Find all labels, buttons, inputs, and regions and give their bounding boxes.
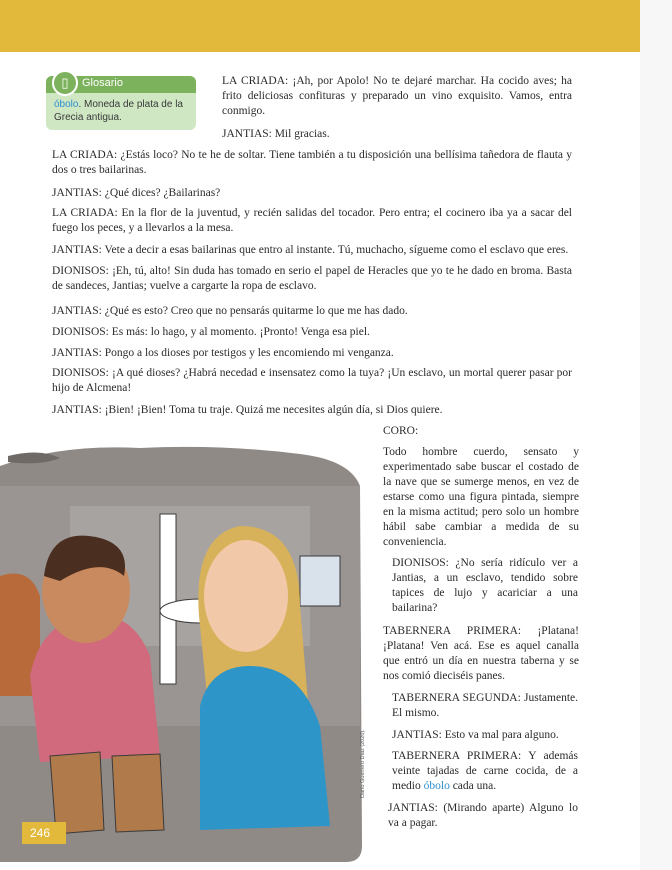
dialogue-line-13: DIONISOS: ¿No sería ridículo ver a Jantias, a un esclavo, tendido sobre tapices de lujo y acariciar a una bailarina? xyxy=(392,557,578,614)
dialogue-line-12: JANTIAS: ¡Bien! ¡Bien! Toma tu traje. Quizá me necesites algún día, si Dios quiere. xyxy=(52,404,443,416)
dialogue-line-17-text: TABERNERA PRIMERA: Y además veinte tajadas de carne cocida, de a medio xyxy=(392,750,578,792)
dialogue-line-18: JANTIAS: (Mirando aparte) Alguno lo va a pagar. xyxy=(388,802,578,829)
dialogue-line-9: DIONISOS: Es más: lo hago, y al momento. ¡Pronto! Venga esa piel. xyxy=(52,326,370,338)
glossary-definition xyxy=(54,98,192,124)
dialogue-line-17-end: cada una. xyxy=(452,780,497,792)
tavern-illustration xyxy=(0,426,372,866)
page-number: 246 xyxy=(22,822,66,844)
dialogue-line-3: LA CRIADA: ¿Estás loco? No te he de soltar. Tiene también a tu disposición una bellísima tañedora de flauta y dos o tres bailarinas. xyxy=(52,149,572,176)
book-icon: ▯ xyxy=(52,70,78,96)
dialogue-line-1: LA CRIADA: ¡Ah, por Apolo! No te dejaré marchar. Ha cocido aves; ha frito deliciosas confituras y preparado un vino exquisito. Vamos, entra conmigo. xyxy=(222,75,572,117)
dialogue-line-7: DIONISOS: ¡Eh, tú, alto! Sin duda has tomado en serio el papel de Heracles que yo te he dado en broma. Basta de sandeces, Jantias; vuelve a cargarte la ropa de esclavo. xyxy=(52,265,572,292)
dialogue-line-11: DIONISOS: ¡A qué dioses? ¿Habrá necedad e insensatez como la tuya? ¡Un esclavo, un mortal querer pasar por hijo de Alcmena! xyxy=(52,367,572,394)
dialogue-line-8: JANTIAS: ¿Qué es esto? Creo que no pensarás quitarme lo que me has dado. xyxy=(52,305,408,317)
glossary-definition-text: . Moneda de plata de la Grecia antigua. xyxy=(54,99,183,123)
top-color-band xyxy=(0,0,640,52)
chorus-heading: CORO: xyxy=(383,425,419,437)
illustration-credit: Darío Guerrero Díaz (2020). xyxy=(360,729,366,798)
dialogue-line-5: LA CRIADA: En la flor de la juventud, y recién salidas del tocador. Pero entra; el cocinero iba ya a sacar del fuego los peces, y a llevarlos a la mesa. xyxy=(52,207,572,234)
glossary-title: Glosario xyxy=(82,77,123,89)
dialogue-line-10: JANTIAS: Pongo a los dioses por testigos y les encomiendo mi venganza. xyxy=(52,347,394,359)
right-margin-strip xyxy=(640,0,672,870)
obolo-term: óbolo xyxy=(423,780,450,792)
dialogue-line-6: JANTIAS: Vete a decir a esas bailarinas que entro al instante. Tú, muchacho, sígueme como el esclavo que eres. xyxy=(52,244,569,256)
glossary-box xyxy=(46,76,196,130)
dialogue-line-16: JANTIAS: Esto va mal para alguno. xyxy=(392,729,559,741)
dialogue-line-17 xyxy=(392,749,578,794)
dialogue-line-14: TABERNERA PRIMERA: ¡Platana! ¡Platana! Ven acá. Ese es aquel canalla que entró un día en nuestra taberna y se nos comió dieciséis panes. xyxy=(383,625,579,682)
dialogue-line-2: JANTIAS: Mil gracias. xyxy=(222,128,330,140)
dialogue-line-4: JANTIAS: ¿Qué dices? ¿Bailarinas? xyxy=(52,187,221,199)
dialogue-line-15: TABERNERA SEGUNDA: Justamente. El mismo. xyxy=(392,692,578,719)
chorus-text: Todo hombre cuerdo, sensato y experimentado sabe buscar el costado de la nave que se sumerge menos, en vez de estarse como una figura pintada, siempre en la misma actitud; pero solo un hombre hábil sabe cambiar a medida de su conveniencia. xyxy=(383,446,579,548)
glossary-term: óbolo xyxy=(54,99,79,110)
